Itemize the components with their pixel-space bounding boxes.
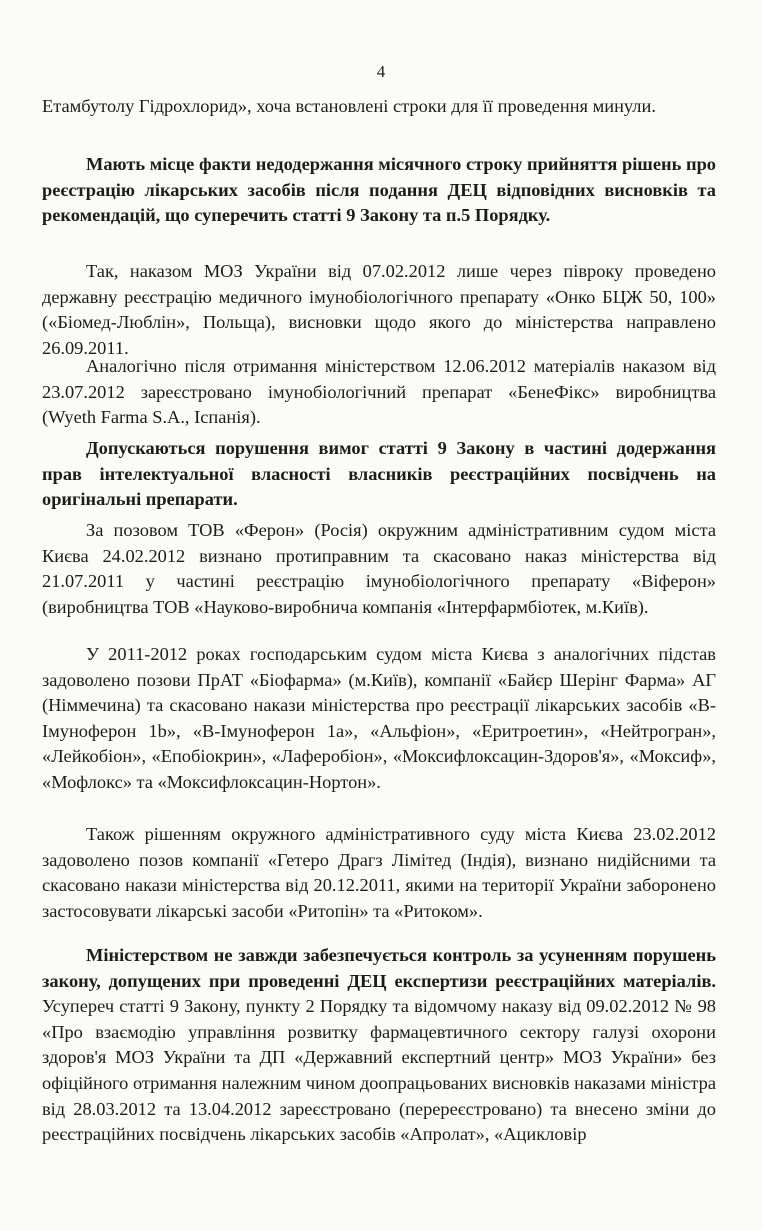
paragraph-feron-lawsuit: За позовом ТОВ «Ферон» (Росія) окружним адміністративним судом міста Києва 24.02.2012 визнано протиправним та скасовано наказ міністерства від 21.07.2011 у частині реєстрацію імунобіологічного препарату «Віферон» (виробництва ТОВ «Науково-виробнича компанія «Інтерфармбіотек, м.Київ). [42, 520, 716, 617]
paragraph-benefix: Аналогічно після отримання міністерством 12.06.2012 матеріалів наказом від 23.07.2012 зареєстровано імунобіологічний препарат «БенеФікс» виробництва (Wyeth Farma S.A., Іспанія). [42, 356, 716, 428]
heading-registration-delay: Мають місце факти недодержання місячного строку прийняття рішень про реєстрацію лікарських засобів після подання ДЕЦ відповідних висновків та рекомендацій, що суперечить статті 9 Закону та п.5 Порядку. [42, 154, 716, 226]
paragraph-control-violations [42, 943, 716, 1148]
paragraph-onko-bcg: Так, наказом МОЗ України від 07.02.2012 лише через півроку проведено державну реєстрацію медичного імунобіологічного препарату «Онко БЦЖ 50, 100» («Біомед-Люблін», Польща), висновки щодо якого до міністерства направлено 26.09.2011. [42, 261, 716, 358]
paragraph-control-violations-text: Усупереч статті 9 Закону, пункту 2 Порядку та відомчому наказу від 09.02.2012 № 98 «Про взаємодію управління розвитку фармацевтичного сектору галузі охорони здоров'я МОЗ України та ДП «Державний експертний центр» МОЗ України» без офіційного отримання належним чином доопрацьованих висновків наказами міністра від 28.03.2012 та 13.04.2012 зареєстровано (перереєстровано) та внесено зміни до реєстраційних посвідчень лікарських засобів «Апролат», «Ацикловір [42, 996, 716, 1145]
paragraph-control-violations-bold: Міністерством не завжди забезпечується контроль за усуненням порушень закону, допущених при проведенні ДЕЦ експертизи реєстраційних матеріалів. [42, 945, 716, 991]
paragraph-commercial-court: У 2011-2012 роках господарським судом міста Києва з аналогічних підстав задоволено позови ПрАТ «Біофарма» (м.Київ), компанії «Байєр Шерінг Фарма» АГ (Німмечина) та скасовано накази міністерства про реєстрації лікарських засобів «В-Імуноферон 1b», «В-Імуноферон 1а», «Альфіон», «Еритроетин», «Нейтрогран», «Лейкобіон», «Епобіокрин», «Лаферобіон», «Моксифлоксацин-Здоров'я», «Моксиф», «Мофлокс» та «Моксифлоксацин-Нортон». [42, 644, 716, 792]
heading-ip-violations: Допускаються порушення вимог статті 9 Закону в частині додержання прав інтелектуальної власності власників реєстраційних посвідчень на оригінальні препарати. [42, 438, 716, 510]
paragraph-hetero-drugs: Також рішенням окружного адміністративного суду міста Києва 23.02.2012 задоволено позов компанії «Гетеро Драгз Лімітед (Індія), визнано нидійсними та скасовано накази міністерства від 20.12.2011, якими на території України заборонено застосовувати лікарські засоби «Ритопін» та «Ритоком». [42, 824, 716, 921]
paragraph-continuation: Етамбутолу Гідрохлорид», хоча встановлені строки для її проведення минули. [42, 96, 656, 116]
page-number: 4 [376, 62, 386, 81]
